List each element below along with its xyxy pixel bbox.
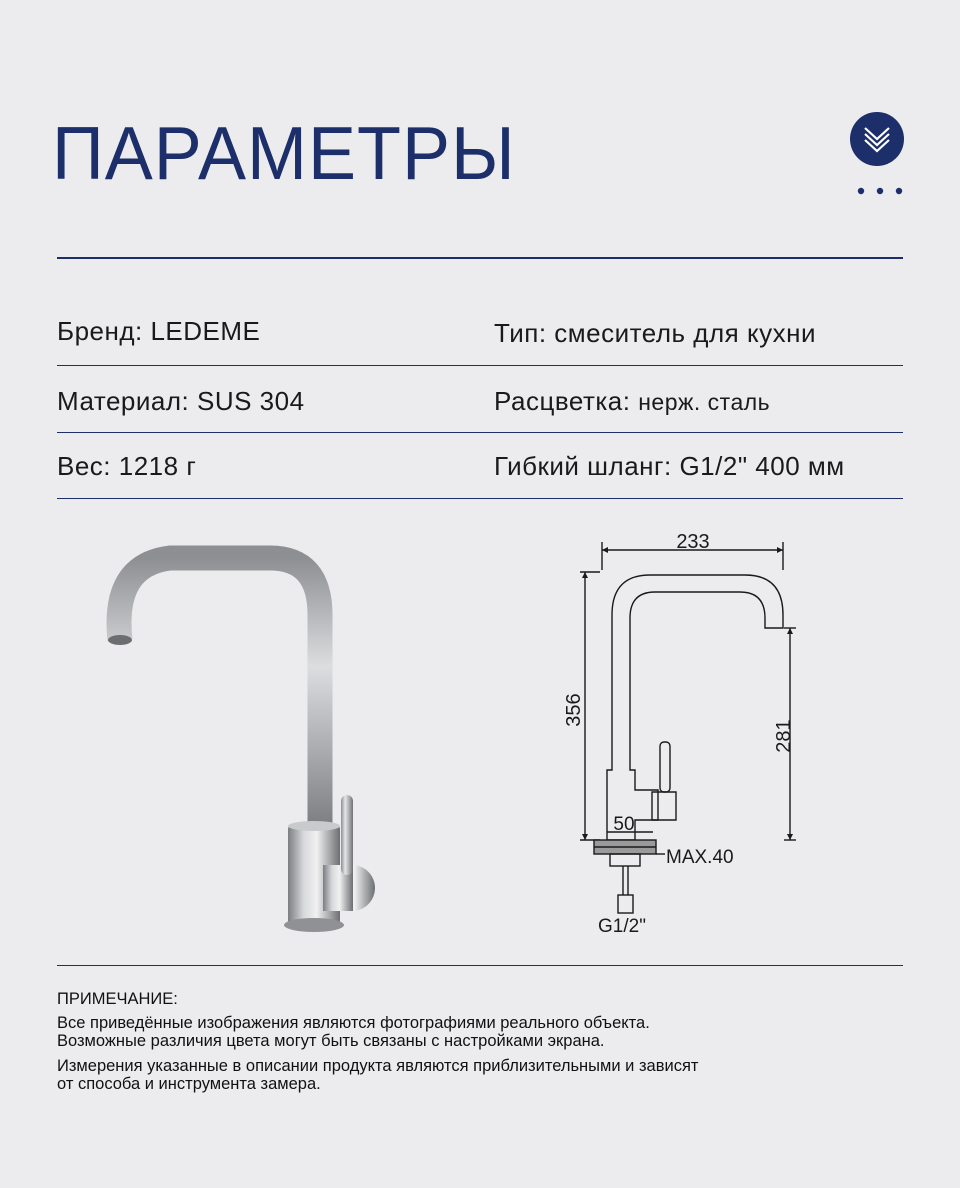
spec-color [494, 388, 770, 414]
note-line: Все приведённые изображения являются фотографиями реального объекта. [57, 1014, 650, 1032]
dimension-thread: G1/2" [598, 916, 646, 937]
note-divider [57, 965, 903, 966]
spec-type: Тип: смеситель для кухни [494, 318, 816, 348]
dimension-spout-height: 281 [773, 719, 795, 753]
spec-divider [57, 498, 903, 499]
spec-material: Материал: SUS 304 [57, 386, 305, 416]
spec-divider [57, 365, 903, 366]
note-line: от способа и инструмента замера. [57, 1075, 321, 1093]
dimension-height: 356 [563, 693, 585, 727]
note-heading: ПРИМЕЧАНИЕ: [57, 990, 178, 1008]
note-line: Измерения указанные в описании продукта являются приблизительными и зависят [57, 1057, 699, 1075]
spec-color-value: нерж. сталь [638, 389, 771, 415]
more-dots-icon [857, 186, 903, 196]
spec-hose: Гибкий шланг: G1/2" 400 мм [494, 451, 845, 481]
note-line: Возможные различия цвета могут быть связаны с настройками экрана. [57, 1032, 605, 1050]
dimension-max: MAX.40 [666, 847, 734, 868]
spec-weight: Вес: 1218 г [57, 451, 197, 481]
spec-divider [57, 432, 903, 433]
spec-color-label: Расцветка: [494, 386, 631, 416]
dimension-width: 233 [676, 531, 710, 553]
dimension-drawing [540, 520, 840, 950]
spec-brand: Бренд: LEDEME [57, 316, 261, 346]
double-chevron-down-icon [850, 112, 904, 166]
dimension-base: 50 [613, 814, 635, 835]
faucet-photo [100, 545, 400, 940]
header-divider [57, 257, 903, 259]
page-title: ПАРАМЕТРЫ [52, 112, 516, 196]
